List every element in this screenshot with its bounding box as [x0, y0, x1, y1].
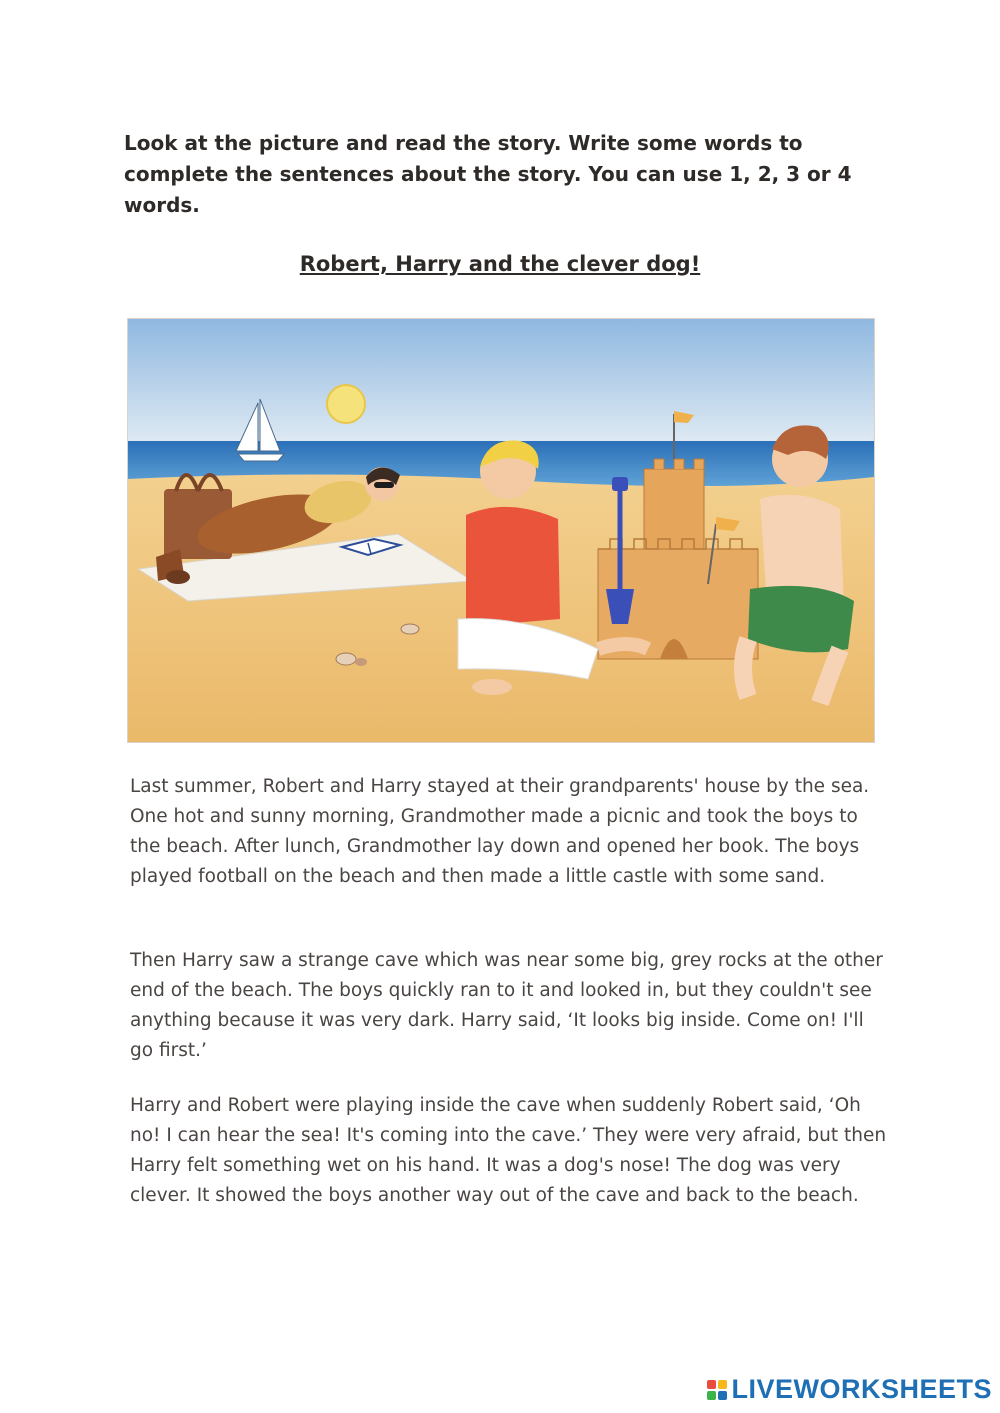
- story-paragraph-2: Then Harry saw a strange cave which was near some big, grey rocks at the other end of the beach. The boys quickly ran to it and looked in, but they couldn't see anything because it was very dark. Harry said, ‘It looks big inside. Come on! I'll go first.’: [130, 950, 883, 1061]
- instructions: Look at the picture and read the story. Write some words to complete the sentences about the story. You can use 1, 2, 3 or 4 words.: [124, 131, 852, 217]
- logo-square-green: [707, 1391, 716, 1400]
- beach-illustration: [127, 318, 875, 743]
- logo-square-yellow: [718, 1380, 727, 1389]
- sky: [128, 319, 874, 444]
- liveworksheets-brand-text: LIVEWORKSHEETS: [731, 1374, 992, 1404]
- sun-icon: [327, 385, 365, 423]
- liveworksheets-logo-icon: [707, 1380, 727, 1400]
- logo-square-blue: [718, 1391, 727, 1400]
- story-paragraph-1: Last summer, Robert and Harry stayed at their grandparents' house by the sea. One hot and sunny morning, Grandmother made a picnic and took the boys to the beach. After lunch, Grandmother lay down and opened her book. The boys played football on the beach and then made a little castle with some sand.: [130, 776, 870, 887]
- liveworksheets-logo: [707, 1374, 992, 1405]
- story-title: Robert, Harry and the clever dog!: [299, 252, 701, 276]
- story-paragraph-3: Harry and Robert were playing inside the cave when suddenly Robert said, ‘Oh no! I can hear the sea! It's coming into the cave.’ They were very afraid, but then Harry felt something wet on his hand. It was a dog's nose! The dog was very clever. It showed the boys another way out of the cave and back to the beach.: [130, 1095, 887, 1206]
- logo-square-red: [707, 1380, 716, 1389]
